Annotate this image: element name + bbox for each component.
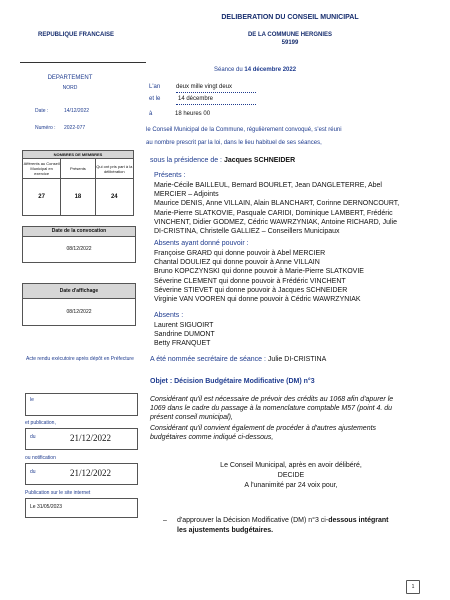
acte-le-label: le — [30, 397, 34, 403]
page-number: 1 — [406, 580, 420, 594]
lan-value: deux mille vingt deux — [176, 84, 233, 90]
members-header-presents: Présents — [61, 159, 95, 179]
considerant-1-line: 1069 dans le cadre du passage à la nomenclature comptable M57 (point 4. du — [150, 405, 393, 413]
numero-value: 2022-077 — [64, 125, 86, 131]
convocation-value: 08/12/2022 — [22, 236, 136, 263]
publication-box — [25, 428, 138, 450]
considerant-2-line: budgétaires comme indiqué ci-dessous, — [150, 434, 274, 442]
proxy-line: Chantal DOULIEZ qui donne pouvoir à Anne VILLAIN — [154, 259, 320, 267]
absent-line: Sandrine DUMONT — [154, 331, 215, 339]
presents-line: MERCIER – Adjoints — [154, 191, 219, 199]
approve-dash: – — [163, 517, 167, 524]
presidence — [150, 157, 295, 164]
seance-label: Séance du — [214, 67, 245, 73]
affichage-label: Date d'affichage — [22, 283, 136, 299]
lan-label: L'an — [149, 84, 161, 90]
members-value-presents: 18 — [61, 179, 95, 216]
notification-box — [25, 463, 138, 485]
notification-du: du — [30, 469, 36, 475]
conseil-line: Le Conseil Municipal, après en avoir délibéré, — [220, 462, 362, 469]
seance — [214, 67, 296, 73]
presents-line: VINCHENT, Didier GODMEZ, Cédric WAWRZYNIAK, Antoine RICHARD, Julie — [154, 218, 397, 226]
secretaire-label: A été nommée secrétaire de séance : — [150, 356, 266, 363]
internet-value: Le 31/05/2023 — [30, 504, 62, 510]
et-le-value: 14 décembre — [178, 96, 214, 102]
convocation-label: Date de la convocation — [22, 226, 136, 237]
members-header-afferents: Afférents au Conseil Municipal en exercice — [23, 159, 61, 179]
internet-label: Publication sur le site internet — [25, 490, 91, 496]
departement-value: NORD — [62, 85, 78, 91]
republic-label: REPUBLIQUE FRANCAISE — [38, 32, 115, 38]
affichage-value: 08/12/2022 — [22, 298, 136, 326]
secretaire — [150, 356, 326, 363]
approve-bold: dessous intégrant — [328, 517, 389, 524]
members-value-afferents: 27 — [23, 179, 61, 216]
seance-date: 14 décembre 2022 — [244, 67, 297, 73]
presidence-label: sous la présidence de : — [150, 157, 222, 164]
approve-line-1 — [177, 517, 437, 524]
decide-line: DECIDE — [277, 472, 305, 479]
unanimite-line: A l'unanimité par 24 voix pour, — [244, 482, 338, 489]
considerant-2 — [150, 424, 432, 442]
notification-label: ou notification — [25, 455, 56, 461]
objet-value: Décision Budgétaire Modificative (DM) n°3 — [174, 378, 315, 385]
absents-pouvoir-label: Absents ayant donné pouvoir : — [154, 240, 249, 247]
president-name: Jacques SCHNEIDER — [223, 157, 296, 164]
intro-line-2: au nombre prescrit par la loi, dans le lieu habituel de ses séances, — [146, 140, 322, 146]
considerant-1-line: Considérant qu'il est nécessaire de prévoir des crédits au 1068 afin d'apurer le — [150, 396, 394, 403]
publication-date: 21/12/2022 — [70, 433, 112, 443]
a-label: à — [149, 111, 153, 117]
considerant-1 — [150, 395, 432, 423]
objet-label: Objet : — [150, 378, 173, 385]
departement-label: DEPARTEMENT — [47, 75, 93, 81]
publication-label: et publication, — [25, 420, 56, 426]
considerant-2-line: Considérant qu'il convient également de procéder à d'autres ajustements — [150, 425, 377, 432]
publication-du: du — [30, 434, 36, 440]
intro-line-1: le Conseil Municipal de la Commune, régulièrement convoqué, s'est réuni — [146, 127, 342, 133]
absents-label: Absents : — [154, 312, 184, 319]
acte-le-box — [25, 393, 138, 416]
secretaire-name: Julie DI-CRISTINA — [267, 356, 327, 363]
absents-pouvoir-list — [154, 249, 364, 304]
a-value: 18 heures 00 — [175, 111, 211, 117]
approve-line-2: les ajustements budgétaires. — [177, 527, 274, 534]
date-value: 14/12/2022 — [64, 108, 90, 114]
header-title: DELIBERATION DU CONSEIL MUNICIPAL — [221, 14, 359, 21]
members-title: NOMBRES DE MEMBRES — [23, 151, 134, 159]
notification-date: 21/12/2022 — [70, 468, 112, 478]
acte-label: Acte rendu exécutoire après dépôt en Préfecture — [26, 356, 134, 362]
numero-label: Numéro : — [35, 125, 56, 131]
considerant-1-line: présent conseil municipal), — [150, 414, 233, 422]
et-le-dotline — [176, 104, 256, 105]
proxy-line: Françoise GRARD qui donne pouvoir à Abel MERCIER — [154, 250, 326, 257]
postcode: 59199 — [281, 40, 299, 46]
commune-name: DE LA COMMUNE HERGNIES — [247, 32, 333, 38]
presents-line: Marie-Pierre SLATKOVIE, Pasquale CARIDI, Dominique LAMBERT, Frédéric — [154, 209, 393, 217]
absent-line: Laurent SIGUOIRT — [154, 322, 214, 329]
proxy-line: Virginie VAN VOOREN qui donne pouvoir à Cédric WAWRZYNIAK — [154, 296, 361, 304]
lan-dotline — [176, 92, 256, 93]
members-header-votants: Qui ont pris part à la délibération — [95, 159, 133, 179]
presents-list — [154, 181, 432, 236]
proxy-line: Séverine CLEMENT qui donne pouvoir à Frédéric VINCHENT — [154, 277, 346, 285]
presents-line: Marie-Cécile BAILLEUL, Bernard BOURLET, Jean DANGLETERRE, Abel — [154, 182, 382, 189]
presents-line: DI-CRISTINA, Christelle GALLIEZ – Conseillers Municipaux — [154, 228, 340, 236]
members-value-votants: 24 — [95, 179, 133, 216]
proxy-line: Séverine STIEVET qui donne pouvoir à Jacques SCHNEIDER — [154, 286, 348, 294]
approve-plain: d'approuver la Décision Modificative (DM) n°3 ci- — [177, 517, 329, 524]
proxy-line: Bruno KOPCZYNSKI qui donne pouvoir à Marie-Pierre SLATKOVIE — [154, 268, 364, 276]
absents-list — [154, 321, 215, 349]
absent-line: Betty FRANQUET — [154, 340, 211, 348]
internet-box — [25, 498, 138, 518]
presents-label: Présents : — [154, 172, 186, 179]
et-le-label: et le — [149, 96, 161, 102]
objet — [150, 378, 315, 385]
presents-line: Maurice DENIS, Anne VILLAIN, Alain BLANCHART, Corinne DERNONCOURT, — [154, 200, 400, 208]
members-table — [22, 150, 134, 216]
header-rule — [20, 62, 146, 63]
date-label: Date : — [35, 108, 49, 114]
